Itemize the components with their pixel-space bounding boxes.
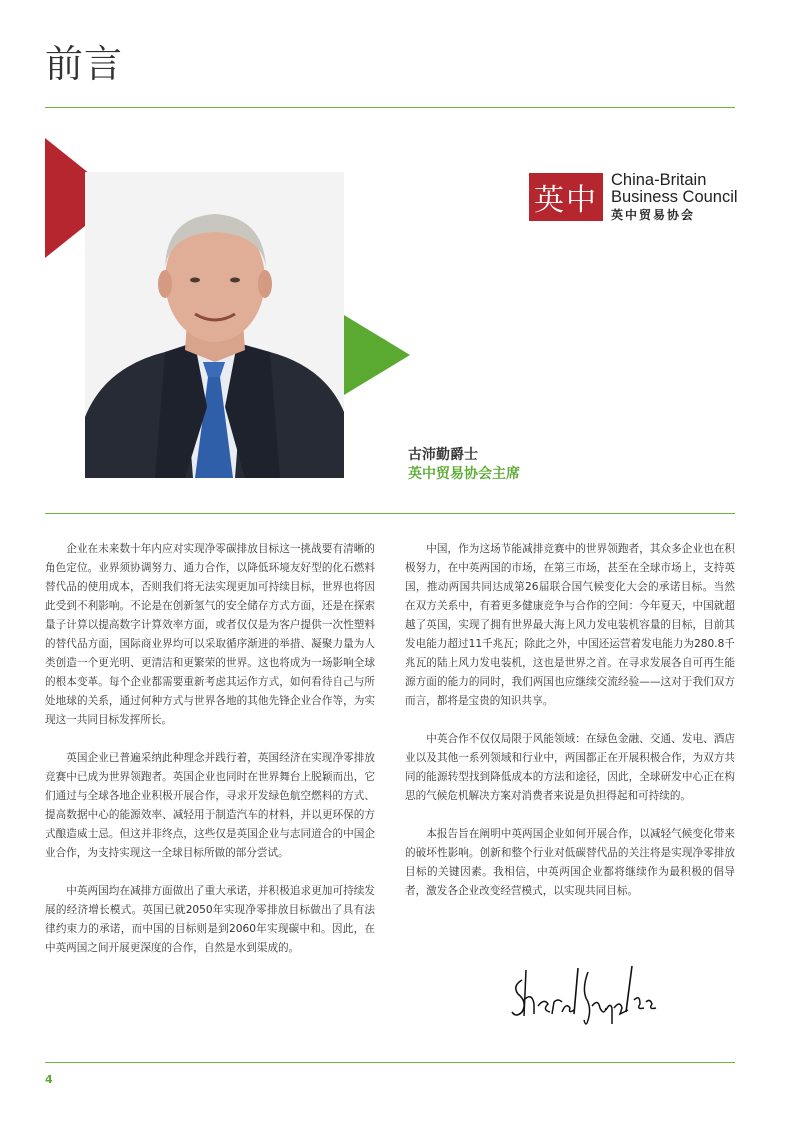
paragraph: 企业在未来数十年内应对实现净零碳排放目标这一挑战要有清晰的角色定位。业界须协调努力、通力合作，以降低环境友好型的化石燃料替代品的使用成本，否则我们将无法实现更加可持续目标，世界也将因此受到不利影响。不论是在创新氢气的安全储存方式方面，还是在探索量子计算以提高数字计算效率方面，或者仅仅是为客户提供一次性塑料的替代品方面，国际商业界均可以采取循序渐进的举措、凝聚力量为人类创造一个更光明、更清洁和更繁荣的世界。这也将成为一场影响全球的根本变革。每个企业都需要重新考虑其运作方式，如何看待自己与所处地球的关系，通过何种方式与世界各地的其他先锋企业合作等，为实现这一共同目标发挥所长。 — [45, 543, 375, 726]
header-divider — [45, 107, 735, 108]
logo-text — [611, 172, 738, 221]
handwritten-signature — [508, 958, 658, 1037]
green-triangle-decoration — [344, 315, 410, 395]
page-number: 4 — [45, 1073, 53, 1086]
paragraph: 本报告旨在阐明中英两国企业如何开展合作，以减轻气候变化带来的破坏性影响。创新和整个行业对低碳替代品的关注将是实现净零排放目标的关键因素。我相信，中英两国企业都将继续作为最积极的倡导者，激发各企业改变经营模式，以实现共同目标。 — [405, 828, 735, 897]
footer-divider — [45, 1062, 735, 1063]
portrait-photo — [85, 172, 344, 478]
logo-name-cn: 英中贸易协会 — [611, 207, 696, 222]
logo-name-en-line1: China-Britain — [611, 171, 707, 189]
paragraph: 英国企业已普遍采纳此种理念并践行着，英国经济在实现净零排放竞赛中已成为世界领跑者。英国企业也同时在世界舞台上脱颖而出，它们通过与全球各地企业积极开展合作，寻求开发绿色航空燃料的方式、提高数据中心的能源效率、减轻用于制造汽车的材料，并以更环保的方式酿造威士忌。但这并非终点，这些仅是英国企业与志同道合的中国企业合作，为支持实现这一全球目标所做的部分尝试。 — [45, 752, 375, 859]
page-title: 前言 — [45, 42, 124, 86]
paragraph: 中国，作为这场节能减排竞赛中的世界领跑者，其众多企业也在积极努力，在中英两国的市场，在第三市场，甚至在全球市场上，支持英国，推动两国共同达成第26届联合国气候变化大会的承诺目标。当然在双方关系中，有着更多健康竞争与合作的空间：今年夏天，中国就超越了英国，实现了拥有世界最大海上风力发电装机容量的目标，目前其发电能力超过11千兆瓦；除此之外，中国还运营着发电能力为280.8千兆瓦的陆上风力发电装机，这也是世界之首。在寻求发展各自可再生能源方面的能力的同时，我们两国也应继续交流经验——这对于我们双方而言，都将是宝贵的知识共享。 — [405, 543, 735, 707]
logo-name-en-line2: Business Council — [611, 188, 738, 207]
paragraph: 中英合作不仅仅局限于风能领域：在绿色金融、交通、发电、酒店业以及其他一系列领域和行业中，两国都正在开展积极合作，为双方共同的能源转型找到降低成本的方法和途径，因此，全球研发中心正在构思的气候危机解决方案对消费者来说是负担得起和可持续的。 — [405, 733, 735, 802]
body-column-left — [45, 540, 375, 977]
section-divider — [45, 513, 735, 514]
logo-mark: 英中 — [529, 173, 603, 221]
paragraph: 中英两国均在减排方面做出了重大承诺，并积极追求更加可持续发展的经济增长模式。英国已就2050年实现净零排放目标做出了具有法律约束力的承诺，而中国的目标则是到2060年实现碳中和。因此，在中英两国之间开展更深度的合作，自然是水到渠成的。 — [45, 885, 375, 954]
body-column-right — [405, 540, 735, 920]
cbbc-logo — [529, 172, 738, 221]
author-role: 英中贸易协会主席 — [408, 466, 520, 482]
author-name: 古沛勤爵士 — [408, 447, 478, 463]
